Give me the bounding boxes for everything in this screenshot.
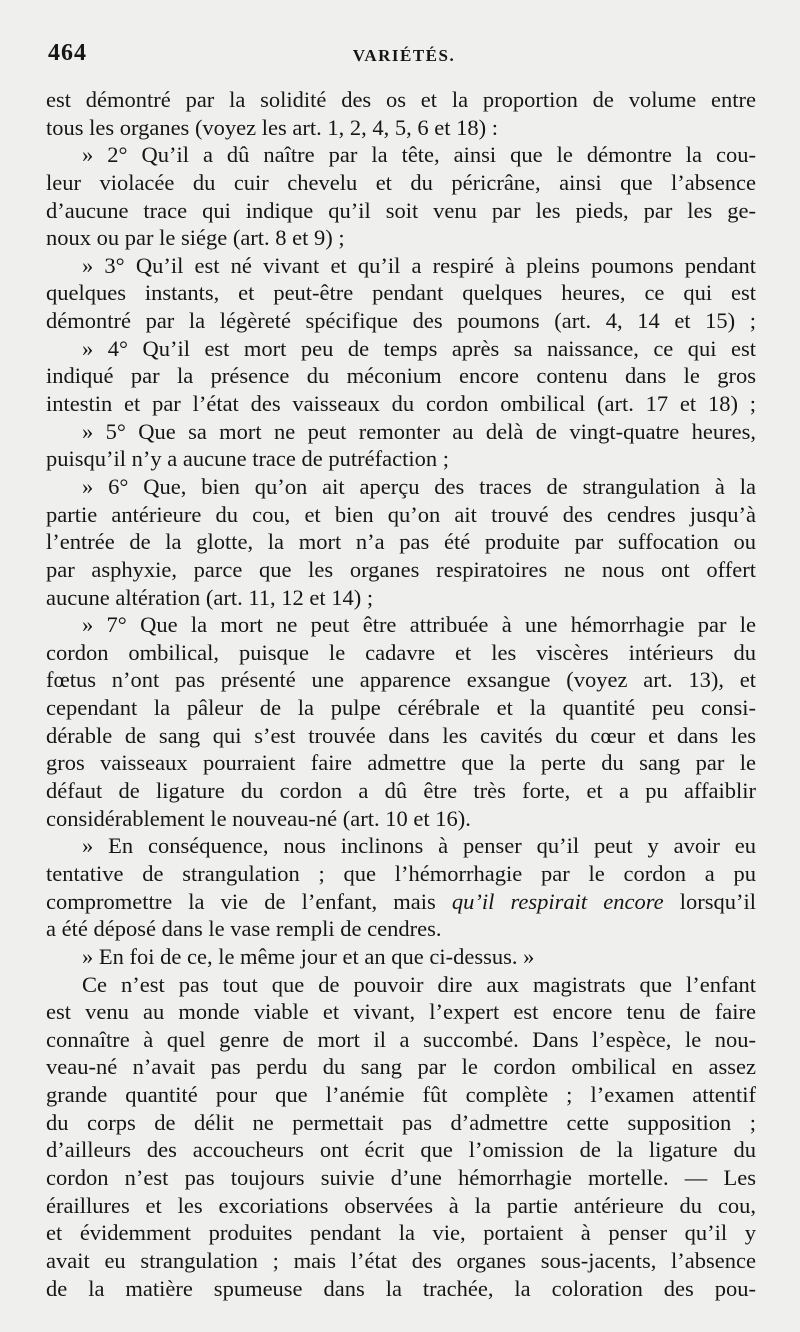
running-head: VARIÉTÉS. <box>352 46 456 65</box>
text-line: cependant la pâleur de la pulpe cérébrale et la quantité peu consi- <box>46 695 756 721</box>
text-line: » En foi de ce, le même jour et an que ci-dessus. » <box>82 943 535 969</box>
text-line: puisqu’il n’y a aucune trace de putréfaction ; <box>46 446 449 472</box>
text-line: partie antérieure du cou, et bien qu’on ait trouvé des cendres jusqu’à <box>46 501 756 527</box>
text-line: l’entrée de la glotte, la mort n’a pas été produite par suffocation ou <box>46 529 756 555</box>
text-line: tentative de strangulation ; que l’hémorrhagie par le cordon a pu <box>46 860 756 886</box>
text-line: cordon n’est pas toujours suivie d’une hémorrhagie mortelle. — Les <box>46 1164 756 1190</box>
text-line: fœtus n’ont pas présenté une apparence exsangue (voyez art. 13), et <box>46 667 756 693</box>
text-line: aucune altération (art. 11, 12 et 14) ; <box>46 584 374 610</box>
text-line: d’aucune trace qui indique qu’il soit venu par les pieds, par les ge- <box>46 197 756 223</box>
text-line: quelques instants, et peut-être pendant quelques heures, ce qui est <box>46 280 756 306</box>
text-line: et évidemment produites pendant la vie, portaient à penser qu’il y <box>46 1220 756 1246</box>
text-line: » 7° Que la mort ne peut être attribuée à une hémorrhagie par le <box>82 612 756 638</box>
text-line: » 2° Qu’il a dû naître par la tête, ainsi que le démontre la cou- <box>82 142 756 168</box>
text-line: tous les organes (voyez les art. 1, 2, 4, 5, 6 et 18) : <box>46 114 498 140</box>
text-line: » 4° Qu’il est mort peu de temps après sa naissance, ce qui est <box>82 335 756 361</box>
text-line: de la matière spumeuse dans la trachée, la coloration des pou- <box>46 1275 756 1301</box>
text-line: » 5° Que sa mort ne peut remonter au delà de vingt-quatre heures, <box>82 418 756 444</box>
text-line: du corps de délit ne permettait pas d’admettre cette supposition ; <box>46 1109 756 1135</box>
text-line: intestin et par l’état des vaisseaux du cordon ombilical (art. 17 et 18) ; <box>46 391 756 417</box>
text-line: compromettre la vie de l’enfant, mais qu’il respirait encore lorsqu’il <box>46 888 756 914</box>
page-number: 464 <box>48 40 87 66</box>
text-line: grande quantité pour que l’anémie fût complète ; l’examen attentif <box>46 1082 756 1108</box>
text-line: Ce n’est pas tout que de pouvoir dire aux magistrats que l’enfant <box>82 971 756 997</box>
text-line: éraillures et les excoriations observées à la partie antérieure du cou, <box>46 1192 756 1218</box>
text-line: défaut de ligature du cordon a dû être très forte, et a pu affaiblir <box>46 778 756 804</box>
text-line: considérablement le nouveau-né (art. 10 et 16). <box>46 805 471 831</box>
text-line: d’ailleurs des accoucheurs ont écrit que l’omission de la ligature du <box>46 1137 756 1163</box>
text-line: gros vaisseaux pourraient faire admettre que la perte du sang par le <box>46 750 756 776</box>
text-line: noux ou par le siége (art. 8 et 9) ; <box>46 225 345 251</box>
text-line: démontré par la légèreté spécifique des poumons (art. 4, 14 et 15) ; <box>46 308 756 334</box>
text-line: est venu au monde viable et vivant, l’expert est encore tenu de faire <box>46 999 756 1025</box>
text-line: leur violacée du cuir chevelu et du péricrâne, ainsi que l’absence <box>46 169 756 195</box>
text-line: dérable de sang qui s’est trouvée dans les cavités du cœur et dans les <box>46 722 756 748</box>
body-text <box>46 86 756 1302</box>
text-line: connaître à quel genre de mort il a succombé. Dans l’espèce, le nou- <box>46 1026 756 1052</box>
text-line: cordon ombilical, puisque le cadavre et les viscères intérieurs du <box>46 639 756 665</box>
page-header <box>48 40 760 80</box>
text-line: a été déposé dans le vase rempli de cendres. <box>46 916 442 942</box>
text-line: indiqué par la présence du méconium encore contenu dans le gros <box>46 363 756 389</box>
text-line: par asphyxie, parce que les organes respiratoires ne nous ont offert <box>46 556 756 582</box>
text-line: » En conséquence, nous inclinons à penser qu’il peut y avoir eu <box>82 833 756 859</box>
text-line: » 6° Que, bien qu’on ait aperçu des traces de strangulation à la <box>82 473 756 499</box>
text-line: est démontré par la solidité des os et la proportion de volume entre <box>46 87 756 112</box>
text-line: » 3° Qu’il est né vivant et qu’il a respiré à pleins poumons pendant <box>82 252 756 278</box>
text-line: veau-né n’avait pas perdu du sang par le cordon ombilical en assez <box>46 1054 756 1080</box>
text-line: avait eu strangulation ; mais l’état des organes sous-jacents, l’absence <box>46 1247 756 1273</box>
